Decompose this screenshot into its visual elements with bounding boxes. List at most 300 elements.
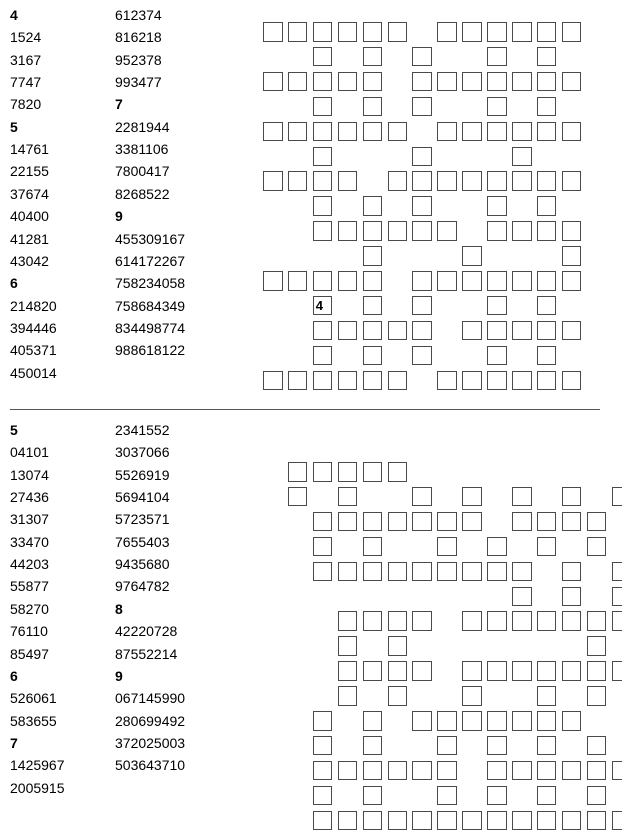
grid-cell[interactable] — [388, 761, 408, 781]
grid-cell[interactable] — [487, 97, 507, 117]
grid-cell[interactable] — [437, 711, 457, 731]
grid-cell[interactable] — [487, 736, 507, 756]
grid-cell[interactable] — [338, 22, 358, 42]
word-entry: 405371 — [10, 342, 57, 359]
length-heading: 6 — [10, 667, 18, 684]
grid-cell[interactable] — [412, 221, 432, 241]
grid-cell[interactable] — [313, 97, 333, 117]
grid-cell[interactable] — [437, 122, 457, 142]
grid-cell[interactable] — [412, 512, 432, 532]
word-entry: 993477 — [115, 74, 162, 91]
grid-cell[interactable] — [562, 661, 582, 681]
grid-cell[interactable] — [587, 786, 607, 806]
grid-cell[interactable] — [562, 371, 582, 391]
grid-cell[interactable] — [562, 562, 582, 582]
grid-cell[interactable] — [412, 171, 432, 191]
grid-cell[interactable] — [263, 271, 283, 291]
word-entry: 40400 — [10, 208, 49, 225]
grid-cell[interactable] — [562, 512, 582, 532]
grid-cell[interactable] — [412, 761, 432, 781]
word-entry: 14761 — [10, 141, 49, 158]
word-entry: 43042 — [10, 252, 49, 269]
word-entry: 1524 — [10, 29, 42, 46]
grid-cell[interactable] — [537, 22, 557, 42]
word-entry: 526061 — [10, 690, 57, 707]
word-entry: 503643710 — [115, 757, 186, 774]
word-entry: 2341552 — [115, 422, 170, 438]
grid-cell[interactable] — [313, 72, 333, 92]
grid-cell[interactable] — [462, 271, 482, 291]
grid-cell[interactable] — [512, 321, 532, 341]
grid-cell[interactable] — [313, 296, 333, 316]
grid-cell[interactable] — [288, 122, 308, 142]
word-entry: 2281944 — [115, 118, 170, 135]
grid-cell[interactable] — [612, 661, 622, 681]
grid-cell[interactable] — [512, 587, 532, 607]
word-entry: 22155 — [10, 163, 49, 180]
grid-cell[interactable] — [363, 811, 383, 830]
grid-cell[interactable] — [363, 371, 383, 391]
grid-cell[interactable] — [388, 221, 408, 241]
grid-cell[interactable] — [487, 611, 507, 631]
grid-cell[interactable] — [288, 371, 308, 391]
word-entry: 04101 — [10, 444, 49, 461]
grid-cell[interactable] — [562, 321, 582, 341]
grid-cell[interactable] — [338, 72, 358, 92]
grid-cell[interactable] — [412, 487, 432, 507]
grid-cell[interactable] — [412, 196, 432, 216]
grid-cell[interactable] — [313, 371, 333, 391]
grid-cell[interactable] — [313, 562, 333, 582]
grid-cell[interactable] — [537, 736, 557, 756]
grid-cell[interactable] — [338, 562, 358, 582]
grid-cell[interactable] — [562, 22, 582, 42]
grid-cell[interactable] — [487, 346, 507, 366]
word-entry: 067145990 — [115, 690, 186, 707]
grid-cell[interactable] — [537, 171, 557, 191]
grid-cell[interactable] — [587, 686, 607, 706]
word-entry: 9764782 — [115, 578, 170, 595]
grid-cell[interactable] — [338, 661, 358, 681]
grid-cell[interactable] — [537, 97, 557, 117]
grid-cell[interactable] — [363, 786, 383, 806]
grid-cell[interactable] — [313, 22, 333, 42]
grid-cell[interactable] — [487, 221, 507, 241]
grid-cell[interactable] — [537, 761, 557, 781]
grid-cell[interactable] — [462, 512, 482, 532]
grid-cell[interactable] — [537, 122, 557, 142]
grid-cell[interactable] — [338, 487, 358, 507]
grid-cell[interactable] — [338, 611, 358, 631]
grid-cell[interactable] — [363, 122, 383, 142]
grid-cell[interactable] — [388, 171, 408, 191]
word-entry: 7820 — [10, 96, 42, 113]
grid-cell[interactable] — [338, 321, 358, 341]
word-entry: 3167 — [10, 51, 42, 68]
grid-cell[interactable] — [363, 271, 383, 291]
word-entry: 9435680 — [115, 556, 170, 573]
length-heading: 7 — [10, 734, 18, 751]
word-entry: 33470 — [10, 533, 49, 550]
word-entry: 612374 — [115, 7, 162, 23]
grid-cell[interactable] — [462, 686, 482, 706]
grid-cell[interactable] — [462, 122, 482, 142]
grid-cell[interactable] — [512, 711, 532, 731]
grid-cell[interactable] — [487, 811, 507, 830]
word-entry: 58270 — [10, 600, 49, 617]
grid-cell[interactable] — [313, 346, 333, 366]
grid-cell[interactable] — [462, 811, 482, 830]
grid-cell[interactable] — [412, 346, 432, 366]
word-entry: 952378 — [115, 51, 162, 68]
grid-cell[interactable] — [338, 811, 358, 830]
grid-cell[interactable] — [487, 562, 507, 582]
grid-cell[interactable] — [512, 512, 532, 532]
grid-cell[interactable] — [313, 147, 333, 167]
grid-cell[interactable] — [363, 537, 383, 557]
grid-cell[interactable] — [363, 462, 383, 482]
grid-cell[interactable] — [288, 22, 308, 42]
grid-cell[interactable] — [313, 811, 333, 830]
grid-cell[interactable] — [612, 487, 622, 507]
grid-cell[interactable] — [537, 271, 557, 291]
length-heading: 5 — [10, 118, 18, 135]
grid-cell[interactable] — [313, 786, 333, 806]
grid-cell[interactable] — [512, 147, 532, 167]
grid-cell[interactable] — [587, 736, 607, 756]
word-entry: 5694104 — [115, 489, 170, 506]
grid-cell[interactable] — [313, 512, 333, 532]
grid-cell[interactable] — [512, 611, 532, 631]
grid-cell[interactable] — [313, 271, 333, 291]
grid-cell[interactable] — [437, 221, 457, 241]
grid-cell[interactable] — [263, 72, 283, 92]
grid-cell[interactable] — [363, 296, 383, 316]
grid-cell[interactable] — [487, 321, 507, 341]
grid-cell[interactable] — [487, 122, 507, 142]
grid-cell[interactable] — [487, 537, 507, 557]
grid-cell[interactable] — [363, 611, 383, 631]
grid-cell[interactable] — [487, 296, 507, 316]
grid-cell[interactable] — [313, 736, 333, 756]
grid-cell[interactable] — [462, 611, 482, 631]
grid-cell[interactable] — [512, 171, 532, 191]
grid-cell[interactable] — [412, 296, 432, 316]
grid-cell[interactable] — [388, 122, 408, 142]
grid-cell[interactable] — [462, 72, 482, 92]
grid-cell[interactable] — [388, 636, 408, 656]
grid-cell[interactable] — [388, 562, 408, 582]
grid-cell[interactable] — [388, 811, 408, 830]
word-entry: 3037066 — [115, 444, 170, 461]
grid-cell[interactable] — [363, 661, 383, 681]
grid-cell[interactable] — [412, 811, 432, 830]
grid-cell[interactable] — [612, 562, 622, 582]
grid-cell[interactable] — [437, 537, 457, 557]
word-entry: 2005915 — [10, 779, 65, 796]
length-heading: 4 — [10, 7, 18, 23]
word-entry: 41281 — [10, 230, 49, 247]
grid-cell[interactable] — [512, 487, 532, 507]
grid-cell[interactable] — [437, 786, 457, 806]
grid-cell[interactable] — [263, 171, 283, 191]
grid-cell[interactable] — [537, 346, 557, 366]
grid-cell[interactable] — [562, 122, 582, 142]
grid-cell[interactable] — [612, 811, 622, 830]
grid-cell[interactable] — [338, 271, 358, 291]
length-heading: 7 — [115, 96, 123, 113]
word-entry: 3381106 — [115, 141, 169, 158]
grid-cell[interactable] — [338, 686, 358, 706]
grid-cell[interactable] — [487, 711, 507, 731]
grid-cell[interactable] — [388, 686, 408, 706]
length-heading: 5 — [10, 422, 18, 438]
grid-cell[interactable] — [412, 321, 432, 341]
grid-cell[interactable] — [412, 661, 432, 681]
word-entry: 1425967 — [10, 757, 65, 774]
word-entry: 37674 — [10, 185, 49, 202]
grid-cell[interactable] — [462, 246, 482, 266]
grid-cell[interactable] — [437, 811, 457, 830]
grid-cell[interactable] — [412, 72, 432, 92]
grid-cell[interactable] — [537, 537, 557, 557]
length-heading: 6 — [10, 275, 18, 292]
grid-cell[interactable] — [487, 47, 507, 67]
grid-cell[interactable] — [587, 611, 607, 631]
grid-cell[interactable] — [537, 221, 557, 241]
grid-cell[interactable] — [363, 736, 383, 756]
grid-cell[interactable] — [587, 537, 607, 557]
grid-cell[interactable] — [487, 72, 507, 92]
grid-cell[interactable] — [412, 147, 432, 167]
word-entry: 758684349 — [115, 297, 186, 314]
grid-cell[interactable] — [388, 371, 408, 391]
grid-cell[interactable] — [313, 196, 333, 216]
grid-cell[interactable] — [313, 462, 333, 482]
grid-cell[interactable] — [487, 271, 507, 291]
grid-cell[interactable] — [562, 271, 582, 291]
grid-cell[interactable] — [363, 221, 383, 241]
grid-cell[interactable] — [263, 371, 283, 391]
grid-cell[interactable] — [412, 711, 432, 731]
grid-cell[interactable] — [437, 761, 457, 781]
grid-cell[interactable] — [388, 321, 408, 341]
grid-cell[interactable] — [388, 661, 408, 681]
word-entry: 372025003 — [115, 734, 186, 751]
grid-cell[interactable] — [537, 512, 557, 532]
grid-cell[interactable] — [363, 346, 383, 366]
word-entry: 280699492 — [115, 712, 186, 729]
grid-cell[interactable] — [338, 636, 358, 656]
grid-cell[interactable] — [437, 512, 457, 532]
grid-cell[interactable] — [512, 811, 532, 830]
word-entry: 44203 — [10, 556, 49, 573]
grid-cell[interactable] — [462, 321, 482, 341]
grid-cell[interactable] — [437, 371, 457, 391]
grid-cell[interactable] — [537, 711, 557, 731]
word-entry: 85497 — [10, 645, 49, 662]
grid-cell[interactable] — [412, 97, 432, 117]
word-entry: 27436 — [10, 489, 49, 506]
grid-cell[interactable] — [338, 462, 358, 482]
word-entry: 7800417 — [115, 163, 170, 180]
grid-cell[interactable] — [313, 537, 333, 557]
grid-cell[interactable] — [388, 611, 408, 631]
length-heading: 9 — [115, 667, 123, 684]
grid-cell[interactable] — [487, 371, 507, 391]
grid-cell[interactable] — [338, 171, 358, 191]
grid-cell[interactable] — [363, 97, 383, 117]
grid-cell[interactable] — [363, 47, 383, 67]
grid-cell[interactable] — [412, 562, 432, 582]
puzzle-divider — [10, 409, 600, 410]
grid-cell[interactable] — [462, 562, 482, 582]
grid-cell[interactable] — [363, 711, 383, 731]
grid-cell[interactable] — [412, 47, 432, 67]
grid-cell[interactable] — [562, 72, 582, 92]
grid-cell[interactable] — [288, 462, 308, 482]
grid-cell[interactable] — [313, 711, 333, 731]
grid-cell[interactable] — [587, 761, 607, 781]
grid-cell[interactable] — [388, 22, 408, 42]
grid-cell[interactable] — [462, 22, 482, 42]
grid-cell[interactable] — [363, 562, 383, 582]
grid-cell[interactable] — [388, 462, 408, 482]
grid-cell[interactable] — [313, 221, 333, 241]
grid-cell[interactable] — [363, 196, 383, 216]
word-entry: 450014 — [10, 364, 57, 381]
grid-cell[interactable] — [562, 587, 582, 607]
grid-cell[interactable] — [288, 171, 308, 191]
grid-cell[interactable] — [338, 371, 358, 391]
grid-cell[interactable] — [363, 761, 383, 781]
grid-cell[interactable] — [537, 661, 557, 681]
grid-cell[interactable] — [437, 271, 457, 291]
grid-cell[interactable] — [363, 72, 383, 92]
grid-cell[interactable] — [363, 321, 383, 341]
grid-cell[interactable] — [437, 562, 457, 582]
grid-cell[interactable] — [587, 661, 607, 681]
grid-cell[interactable] — [487, 196, 507, 216]
grid-cell[interactable] — [512, 761, 532, 781]
grid-cell[interactable] — [512, 72, 532, 92]
grid-cell[interactable] — [288, 271, 308, 291]
grid-cell[interactable] — [612, 611, 622, 631]
grid-cell[interactable] — [313, 122, 333, 142]
grid-cell[interactable] — [587, 811, 607, 830]
grid-cell[interactable] — [562, 811, 582, 830]
grid-cell[interactable] — [288, 487, 308, 507]
word-entry: 5526919 — [115, 466, 170, 483]
grid-cell[interactable] — [537, 321, 557, 341]
grid-cell[interactable] — [363, 22, 383, 42]
word-entry: 394446 — [10, 319, 57, 336]
grid-cell[interactable] — [562, 221, 582, 241]
grid-cell[interactable] — [462, 711, 482, 731]
grid-cell[interactable] — [338, 221, 358, 241]
word-entry: 614172267 — [115, 252, 186, 269]
grid-cell[interactable] — [288, 72, 308, 92]
grid-cell[interactable] — [338, 122, 358, 142]
grid-cell[interactable] — [512, 122, 532, 142]
grid-cell[interactable] — [537, 371, 557, 391]
grid-cell[interactable] — [512, 22, 532, 42]
grid-cell[interactable] — [537, 611, 557, 631]
grid-cell[interactable] — [462, 371, 482, 391]
grid-cell[interactable] — [562, 171, 582, 191]
grid-cell[interactable] — [512, 221, 532, 241]
grid-cell[interactable] — [587, 636, 607, 656]
grid-cell[interactable] — [612, 587, 622, 607]
word-entry: 455309167 — [115, 230, 186, 247]
grid-cell[interactable] — [487, 786, 507, 806]
given-digit: 4 — [315, 297, 324, 313]
word-entry: 13074 — [10, 466, 49, 483]
grid-cell[interactable] — [537, 296, 557, 316]
word-entry: 583655 — [10, 712, 57, 729]
grid-cell[interactable] — [487, 171, 507, 191]
word-entry: 758234058 — [115, 275, 186, 292]
grid-cell[interactable] — [562, 246, 582, 266]
grid-cell[interactable] — [412, 611, 432, 631]
grid-cell[interactable] — [313, 761, 333, 781]
grid-cell[interactable] — [537, 47, 557, 67]
grid-cell[interactable] — [537, 686, 557, 706]
word-entry: 55877 — [10, 578, 49, 595]
grid-cell[interactable] — [437, 22, 457, 42]
grid-cell[interactable] — [537, 196, 557, 216]
grid-cell[interactable] — [562, 487, 582, 507]
word-entry: 816218 — [115, 29, 162, 46]
grid-cell[interactable] — [437, 171, 457, 191]
length-heading: 8 — [115, 600, 123, 617]
grid-cell[interactable] — [512, 371, 532, 391]
grid-cell[interactable] — [512, 661, 532, 681]
grid-cell[interactable] — [562, 711, 582, 731]
grid-cell[interactable] — [388, 512, 408, 532]
grid-cell[interactable] — [313, 171, 333, 191]
grid-cell[interactable] — [462, 171, 482, 191]
grid-cell[interactable] — [537, 811, 557, 830]
length-heading: 9 — [115, 208, 123, 225]
grid-cell[interactable] — [562, 611, 582, 631]
grid-cell[interactable] — [537, 786, 557, 806]
grid-cell[interactable] — [263, 122, 283, 142]
grid-cell[interactable] — [313, 321, 333, 341]
grid-cell[interactable] — [363, 246, 383, 266]
grid-cell[interactable] — [487, 22, 507, 42]
grid-cell[interactable] — [363, 512, 383, 532]
grid-cell[interactable] — [437, 736, 457, 756]
grid-cell[interactable] — [462, 661, 482, 681]
grid-cell[interactable] — [338, 761, 358, 781]
grid-cell[interactable] — [487, 661, 507, 681]
grid-cell[interactable] — [338, 512, 358, 532]
grid-cell[interactable] — [562, 761, 582, 781]
grid-cell[interactable] — [412, 271, 432, 291]
grid-cell[interactable] — [612, 761, 622, 781]
grid-cell[interactable] — [313, 47, 333, 67]
grid-cell[interactable] — [437, 72, 457, 92]
grid-cell[interactable] — [537, 72, 557, 92]
grid-cell[interactable] — [512, 562, 532, 582]
word-entry: 834498774 — [115, 319, 186, 336]
grid-cell[interactable] — [512, 271, 532, 291]
grid-cell[interactable] — [487, 761, 507, 781]
grid-cell[interactable] — [587, 512, 607, 532]
grid-cell[interactable] — [263, 22, 283, 42]
grid-cell[interactable] — [462, 487, 482, 507]
